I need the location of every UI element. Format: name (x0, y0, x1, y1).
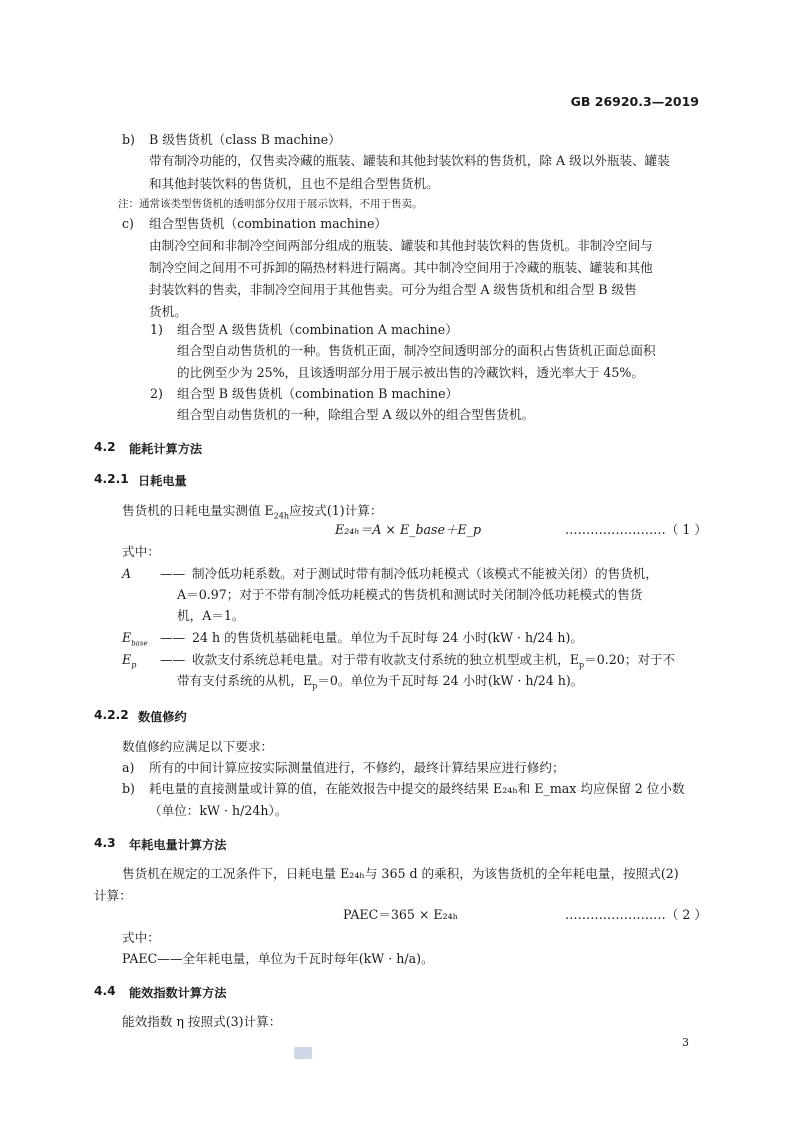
rounding-b-line2: （单位：kW · h/24h）。 (149, 803, 288, 818)
list-label-b: b) (122, 132, 135, 147)
formula-2-ref: ……………………（ 2 ） (565, 907, 707, 922)
note: 注：通常该类型售货机的透明部分仅用于展示饮料，不用于售卖。 (118, 198, 423, 210)
sub-label-2: 2) (150, 386, 163, 401)
formula-1-ref: ……………………（ 1 ） (565, 522, 707, 537)
combination-b-body: 组合型自动售货机的一种，除组合型 A 级以外的组合型售货机。 (177, 407, 535, 422)
formula-2: PAEC＝365 × E₂₄ₕ (343, 907, 459, 922)
combination-body-line2: 制冷空间之间用不可拆卸的隔热材料进行隔离。其中制冷空间用于冷藏的瓶装、罐装和其他 (149, 260, 653, 275)
class-b-title: B 级售货机（class B machine） (149, 132, 341, 147)
rounding-b-line1: 耗电量的直接测量或计算的值，在能效报告中提交的最终结果 E₂₄ₕ和 E_max 均应保留 2 位小数 (149, 781, 685, 796)
sub-label-1: 1) (150, 322, 163, 337)
section-4-3-title: 年耗电量计算方法 (129, 838, 227, 852)
var-a-line2: A＝0.97；对于不带有制冷低功耗模式的售货机和测试时关闭制冷低功耗模式的售货 (177, 587, 643, 602)
rounding-a-label: a) (122, 760, 135, 775)
var-ep-dash: —— (160, 652, 186, 667)
combination-body-line3: 封装饮料的售卖，非制冷空间用于其他售卖。可分为组合型 A 级售货机和组合型 B 级售 (149, 282, 637, 297)
var-ebase-dash: —— (160, 630, 186, 645)
combination-a-title: 组合型 A 级售货机（combination A machine） (177, 322, 458, 337)
combination-a-body-line2: 的比例至少为 25%，且该透明部分用于展示被出售的冷藏饮料，透光率大于 45%。 (177, 365, 644, 380)
annual-intro-line1: 售货机在规定的工况条件下，日耗电量 E₂₄ₕ与 365 d 的乘积，为该售货机的全年耗电量，按照式(2) (122, 866, 679, 881)
var-ep-symbol: $E_p$ (122, 652, 137, 670)
formula-1: E₂₄ₕ＝A × E_base＋E_p (335, 522, 482, 537)
combination-body-line1: 由制冷空间和非制冷空间两部分组成的瓶装、罐装和其他封装饮料的售货机。非制冷空间与 (149, 238, 653, 253)
var-a-symbol: A (122, 566, 132, 581)
combination-body-line4: 货机。 (149, 304, 187, 319)
section-4-4-title: 能效指数计算方法 (129, 986, 227, 1000)
where-label-1: 式中： (122, 544, 160, 559)
var-a-dash: —— (160, 566, 186, 581)
section-4-4-number: 4.4 (94, 984, 116, 998)
var-a-line1: 制冷低功耗系数。对于测试时带有制冷低功耗模式（该模式不能被关闭）的售货机， (192, 566, 658, 581)
var-a-line3: 机，A＝1。 (177, 608, 245, 623)
class-b-body-line2: 和其他封装饮料的售货机，且也不是组合型售货机。 (149, 176, 439, 191)
combination-a-body-line1: 组合型自动售货机的一种。售货机正面，制冷空间透明部分的面积占售货机正面总面积 (177, 343, 656, 358)
standard-number-header: GB 26920.3—2019 (570, 94, 699, 109)
var-paec: PAEC——全年耗电量，单位为千瓦时每年(kW · h/a)。 (122, 951, 434, 966)
var-ebase-symbol: $E_{base}$ (122, 630, 148, 648)
daily-energy-intro: 售货机的日耗电量实测值 $E_{24h}$应按式(1)计算： (122, 503, 383, 521)
annual-intro-line2: 计算： (94, 888, 132, 903)
var-ep-line1: 收款支付系统总耗电量。对于带有收款支付系统的独立机型或主机，$E_p=0.20$；对于不 (192, 652, 676, 670)
efficiency-index-intro: 能效指数 η 按照式(3)计算： (122, 1014, 282, 1029)
rounding-intro: 数值修约应满足以下要求： (122, 739, 274, 754)
list-label-c: c) (122, 216, 134, 231)
var-ep-line2: 带有支付系统的从机，$E_p=0$。单位为千瓦时每 24 小时(kW · h/24 h)。 (177, 673, 584, 691)
where-label-2: 式中： (122, 930, 160, 945)
watermark-logo (294, 1047, 312, 1059)
section-4-3-number: 4.3 (94, 836, 116, 850)
section-4-2-2-number: 4.2.2 (94, 708, 129, 722)
section-4-2-1-title: 日耗电量 (138, 474, 187, 488)
var-ebase-line1: 24 h 的售货机基础耗电量。单位为千瓦时每 24 小时(kW · h/24 h)。 (192, 630, 583, 645)
section-4-2-title: 能耗计算方法 (129, 442, 203, 456)
section-4-2-number: 4.2 (94, 440, 116, 454)
rounding-b-label: b) (122, 781, 135, 796)
page-number: 3 (682, 1036, 689, 1049)
section-4-2-2-title: 数值修约 (138, 710, 187, 724)
combination-b-title: 组合型 B 级售货机（combination B machine） (177, 386, 459, 401)
section-4-2-1-number: 4.2.1 (94, 472, 129, 486)
rounding-a-text: 所有的中间计算应按实际测量值进行，不修约，最终计算结果应进行修约； (149, 760, 565, 775)
combination-title: 组合型售货机（combination machine） (149, 216, 388, 231)
class-b-body-line1: 带有制冷功能的，仅售卖冷藏的瓶装、罐装和其他封装饮料的售货机，除 A 级以外瓶装、罐装 (149, 153, 670, 168)
